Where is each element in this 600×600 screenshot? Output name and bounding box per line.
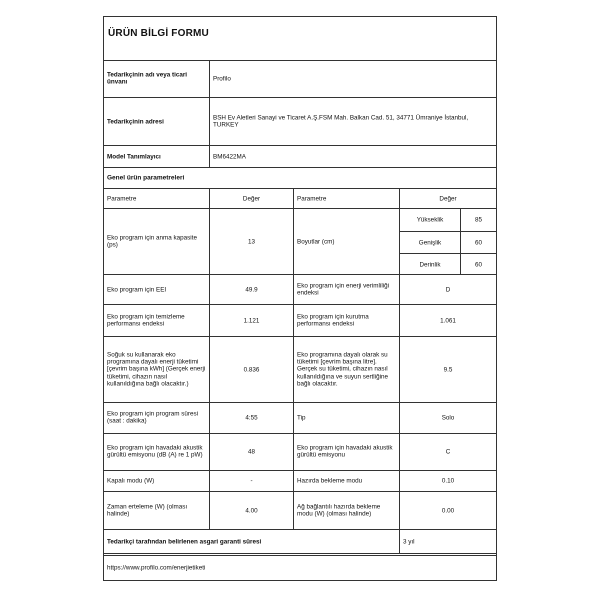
param-value: D [445,285,451,293]
dimension-label: Derinlik [419,260,441,268]
param-value: 0.836 [243,365,260,373]
param-value: C [445,448,451,456]
param-label: Kapalı modu (W) [107,477,155,485]
param-value: 4:55 [245,414,258,422]
supplier-address-value: BSH Ev Aletleri Sanayi ve Ticaret A.Ş.FSM Mah. Balkan Cad. 51, 34771 Ümraniye İstanbul, TURKEY [213,114,469,129]
table-row [104,336,496,402]
warranty-row [104,529,496,553]
dimension-value: 60 [474,238,482,246]
col-param-left: Parametre [107,194,137,202]
param-label: Eko program için kurutma performansı endeksi [297,313,369,328]
param-value: 49.9 [245,285,258,293]
param-label: Eko program için program süresi (saat : dakika) [107,410,198,425]
param-label: Ağ bağlantılı hazırda bekleme modu (W) (olması halinde) [297,503,381,518]
product-info-form [103,16,497,581]
form-title-row [104,17,496,60]
model-label: Model Tanımlayıcı [107,152,161,160]
param-value: 4.00 [245,506,258,514]
param-value: 9.5 [443,365,453,373]
dimensions-subtable [399,209,496,274]
col-value-left: Değer [242,194,261,202]
dimension-row [400,231,496,253]
extra-info-url[interactable]: https://www.profilo.com/enerjietiketi [107,564,206,572]
param-label: Eko program için havadaki akustik gürültü emisyonu (dB (A) re 1 pW) [107,444,203,459]
table-row [104,208,496,274]
column-header-row [104,188,496,208]
supplier-address-label: Tedarikçinin adresi [107,117,164,125]
model-row [104,145,496,167]
supplier-name-label: Tedarikçinin adı veya ticari ünvanı [107,71,188,86]
warranty-value: 3 yıl [403,537,415,545]
param-label: Eko program için anma kapasite (ps) [107,234,197,249]
param-label: Zaman erteleme (W) (olması halinde) [107,503,188,518]
param-value: 1.121 [243,316,260,324]
dimension-value: 60 [474,260,482,268]
supplier-name-value: Profilo [213,75,231,83]
param-label: Boyutlar (cm) [297,237,335,245]
param-label: Eko program için havadaki akustik gürültü emisyonu [297,444,393,459]
table-row [104,402,496,433]
param-value: 0.00 [441,506,455,514]
param-value: 0.10 [441,477,455,485]
table-row [104,433,496,470]
model-value: BM6422MA [213,152,246,160]
table-row [104,304,496,336]
param-label: Eko programına dayalı olarak su tüketimi [çevrim başına litre]. Gerçek su tüketimi, cihazın nasıl kullanıldığına ve suyun sertliğine bağlı olacaktır. [297,350,389,388]
supplier-name-row [104,60,496,97]
param-value: 1.061 [440,316,456,324]
param-label: Tip [297,414,306,422]
general-params-title: Genel ürün parametreleri [107,174,185,182]
table-row [104,470,496,491]
param-value: 48 [247,448,255,456]
col-param-right: Parametre [297,194,327,202]
param-label: Eko program için temizleme performansı endeksi [107,313,185,328]
param-label: Eko program için EEI [107,285,167,293]
param-label: Hazırda bekleme modu [297,477,363,485]
supplier-address-row [104,97,496,145]
param-label: Soğuk su kullanarak eko programına dayalı enerji tüketimi [çevrim başına kWh] (Gerçek enerji tüketimi, cihazın nasıl kullanıldığına bağlı olacaktır.) [107,350,206,388]
table-row [104,491,496,529]
col-value-right: Değer [439,194,457,202]
warranty-label: Tedarikçi tarafından belirlenen asgari garanti süresi [107,537,262,545]
param-value: - [250,477,253,485]
dimension-label: Yükseklik [416,216,444,224]
dimension-value: 85 [474,216,482,224]
dimension-row [400,209,496,231]
extra-info-url-box [103,555,497,581]
table-row [104,274,496,304]
dimension-row [400,253,496,275]
param-value: 13 [247,237,255,245]
param-value: Solo [441,414,455,422]
general-params-header [104,167,496,188]
form-title: ÜRÜN BİLGİ FORMU [108,28,209,39]
dimension-label: Genişlik [418,238,442,246]
param-label: Eko program için enerji verimliliği endeksi [297,282,390,297]
